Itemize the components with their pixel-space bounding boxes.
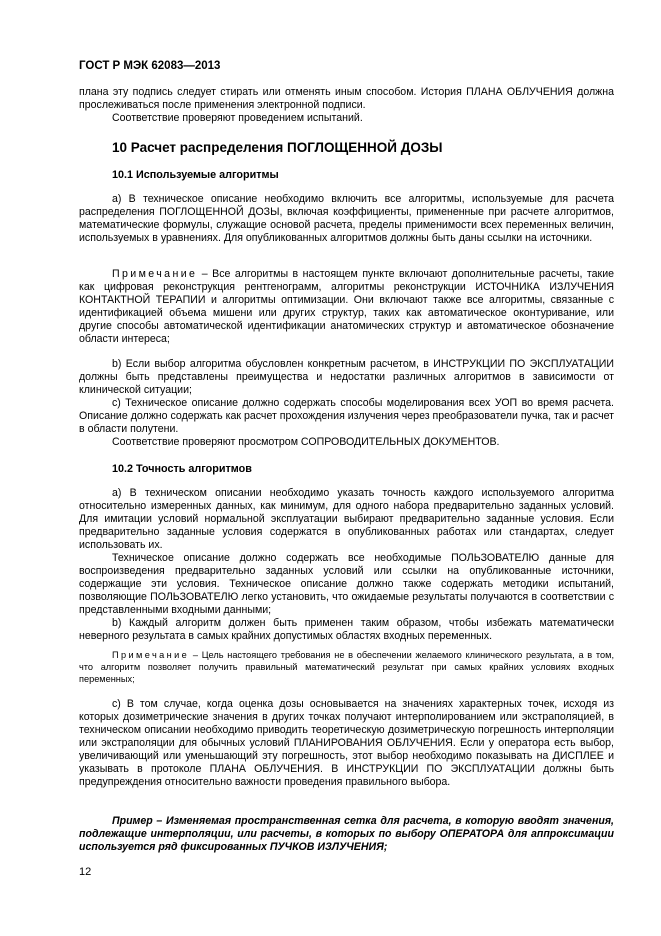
section-10-2-item-c-wrap <box>79 698 614 789</box>
intro-paragraph: плана эту подпись следует стирать или отменять иным способом. История ПЛАНА ОБЛУЧЕНИЯ должна прослеживаться после применения электронной подписи. <box>79 86 614 111</box>
note-label: Примечание <box>112 268 198 280</box>
note-paragraph <box>79 268 614 346</box>
section-10-1-items-bc <box>79 358 614 449</box>
section-10-1-note <box>79 268 614 346</box>
section-10-1-item-a: а) В техническое описание необходимо включить все алгоритмы, используемые для расчета распределения ПОГЛОЩЕННОЙ ДОЗЫ, включая коэффициенты, примененные при расчете алгоритмов, математические формулы, служащие основой расчета, пределы применимости всех переменных величин, используемых в уравнениях. Для опубликованных алгоритмов должны быть даны ссылки на источники. <box>79 193 614 244</box>
section-10-1-item-c: с) Техническое описание должно содержать способы моделирования всех УОП во время расчета. Описание должно содержать как расчет прохождения излучения через преобразователи пучка, так и расчет в области полутени. <box>79 397 614 435</box>
section-10-2-title: 10.2 Точность алгоритмов <box>112 463 252 475</box>
document-header: ГОСТ Р МЭК 62083—2013 <box>79 60 221 72</box>
section-10-2-item-a: а) В техническом описании необходимо указать точность каждого используемого алгоритма относительно измеренных данных, как минимум, для одного набора предварительно заданных условий. Для имитации условий нормальной эксплуатации выбирают предварительно заданные условия. Если предварительно заданные условия содержатся в опубликованных работах или стандартах, следует использовать их. <box>79 487 614 551</box>
section-10-2-item-c: с) В том случае, когда оценка дозы основывается на значениях характерных точек, исходя из которых дозиметрические значения в других точках получают интерполированием или экстраполяцией, в техническом описании необходимо приводить теоретическую дозиметрическую погрешность интерполяции или экстраполяции для обычных условий ПЛАНИРОВАНИЯ ОБЛУЧЕНИЯ. Если у оператора есть выбор, увеличивающий или уменьшающий эту погрешность, этот выбор необходимо показывать на ДИСПЛЕЕ и указывать в протоколе ПЛАНА ОБЛУЧЕНИЯ. В ИНСТРУКЦИИ ПО ЭКСПЛУАТАЦИИ должны быть предупреждения относительно важности проведения правильного выбора. <box>79 698 614 788</box>
section-10-1-compliance: Соответствие проверяют просмотром СОПРОВОДИТЕЛЬНЫХ ДОКУМЕНТОВ. <box>112 436 500 448</box>
section-10-1-item-b: b) Если выбор алгоритма обусловлен конкретным расчетом, в ИНСТРУКЦИИ ПО ЭКСПЛУАТАЦИИ должны быть представлены преимущества и недостатки различных алгоритмов в зависимости от клинической ситуации; <box>79 358 614 396</box>
section-10-2-example-wrap <box>79 815 614 854</box>
note-paragraph-small <box>79 650 614 685</box>
page-number: 12 <box>79 866 92 878</box>
section-10-2-items-ab <box>79 487 614 643</box>
section-10-1-title-wrap <box>79 169 614 182</box>
section-10-1-title: 10.1 Используемые алгоритмы <box>112 169 279 181</box>
section-10-2-item-a-continued: Техническое описание должно содержать все необходимые ПОЛЬЗОВАТЕЛЮ данные для воспроизведения предварительно заданных условий или ссылки на опубликованные источники, содержащие эти условия. Техническое описание должно также содержать методики испытаний, позволяющие ПОЛЬЗОВАТЕЛЮ легко установить, что ожидаемые результаты получаются в соответствии с представленными входными данными; <box>79 552 614 616</box>
section-10-2-title-wrap <box>79 463 614 476</box>
section-10-title-wrap <box>79 141 614 154</box>
intro-compliance: Соответствие проверяют проведением испытаний. <box>112 112 363 124</box>
note-label-small: Примечание <box>112 650 190 660</box>
section-10-title: 10 Расчет распределения ПОГЛОЩЕННОЙ ДОЗЫ <box>112 140 443 155</box>
note-text-small: – Цель настоящего требования не в обеспечении желаемого клинического результата, а в том, что алгоритм позволяет получить правильный математический результат при самых крайних условиях входных переменных; <box>79 650 614 684</box>
note-text: – Все алгоритмы в настоящем пункте включают дополнительные расчеты, такие как цифровая реконструкция рентгенограмм, алгоритмы реконструкции ИСТОЧНИКА ИЗЛУЧЕНИЯ КОНТАКТНОЙ ТЕРАПИИ и алгоритмы оптимизации. Они включают также все алгоритмы, связанные с идентификацией объема мишени или других структур, таких как автоматическое оконтуривание, или другие способы автоматической идентификации анатомических структур и автоматическое обозначение области интереса; <box>79 268 614 345</box>
section-10-2-note <box>79 650 614 685</box>
section-10-2-item-b: b) Каждый алгоритм должен быть применен таким образом, чтобы избежать математически неверного результата в самых крайних допустимых областях входных переменных. <box>79 617 614 642</box>
section-10-2-example: Пример – Изменяемая пространственная сетка для расчета, в которую вводят значения, подлежащие интерполяции, или расчеты, в которых по выбору ОПЕРАТОРА для аппроксимации используется ряд фиксированных ПУЧКОВ ИЗЛУЧЕНИЯ; <box>79 815 614 853</box>
section-10-1-item-a-wrap <box>79 193 614 245</box>
intro-block <box>79 86 614 125</box>
